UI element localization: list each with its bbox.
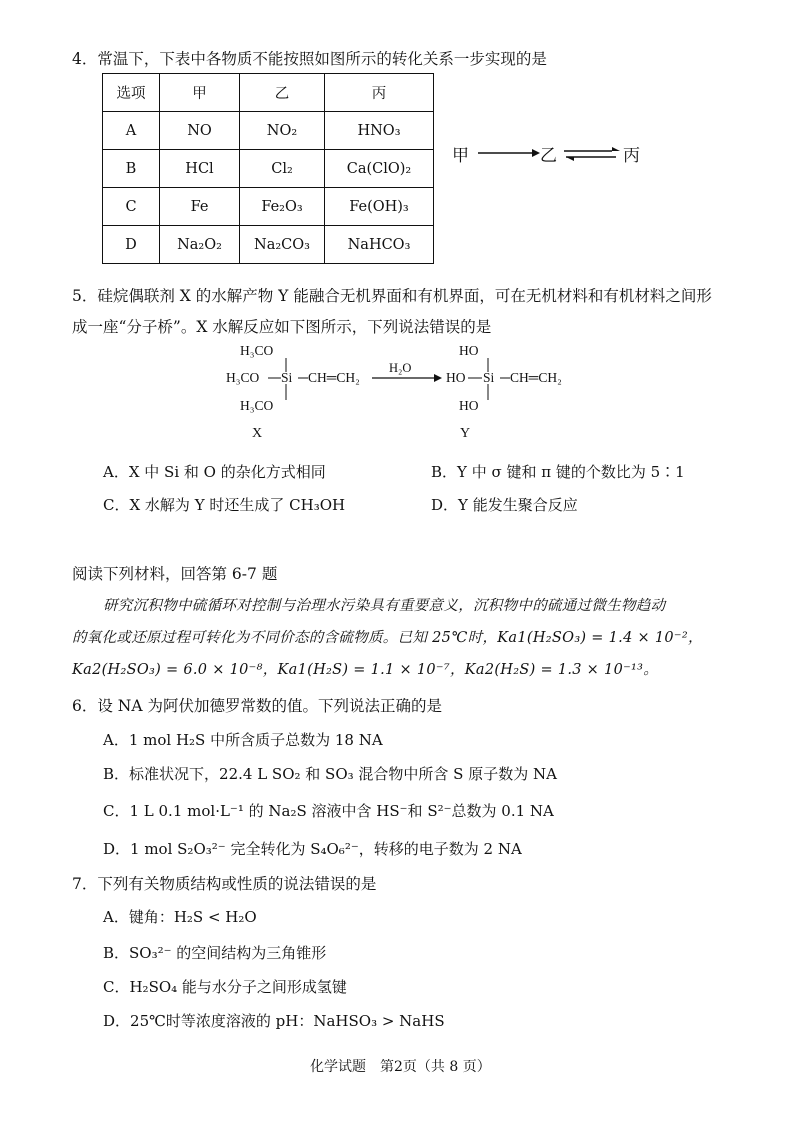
- q5-option-a: A．X 中 Si 和 O 的杂化方式相同: [103, 463, 326, 481]
- y-bonds: [460, 356, 520, 406]
- x-vinyl-chain: CH═CH₂: [308, 370, 360, 385]
- table-cell: B: [103, 150, 160, 188]
- table-cell: Na₂CO₃: [240, 226, 325, 264]
- q4-stem: 4．常温下，下表中各物质不能按照如图所示的转化关系一步实现的是: [72, 50, 547, 68]
- y-bottom-group: HO: [459, 398, 479, 413]
- y-label: Y: [460, 426, 471, 441]
- table-cell: D: [103, 226, 160, 264]
- q7-option-d: D．25℃时等浓度溶液的 pH：NaHSO₃ > NaHS: [103, 1012, 445, 1030]
- table-cell: NaHCO₃: [325, 226, 434, 264]
- table-cell: NO: [160, 112, 240, 150]
- q5-option-d: D．Y 能发生聚合反应: [431, 496, 578, 514]
- table-row: [103, 226, 434, 264]
- table-cell: Ca(ClO)₂: [325, 150, 434, 188]
- q5-stem-line2: 成一座“分子桥”。X 水解反应如下图所示，下列说法错误的是: [72, 318, 492, 336]
- page-footer: 化学试题 第2页（共 8 页）: [310, 1059, 491, 1075]
- x-label: X: [252, 426, 263, 441]
- q6-option-c: C．1 L 0.1 mol·L⁻¹ 的 Na₂S 溶液中含 HS⁻和 S²⁻总数为 0.1 NA: [103, 802, 554, 820]
- table-cell: C: [103, 188, 160, 226]
- material-heading: 阅读下列材料，回答第 6-7 题: [72, 565, 278, 583]
- q7-option-a: A．键角：H₂S < H₂O: [103, 908, 257, 926]
- q6-option-b: B．标准状况下，22.4 L SO₂ 和 SO₃ 混合物中所含 S 原子数为 NA: [103, 765, 557, 783]
- q6-option-a: A．1 mol H₂S 中所含质子总数为 18 NA: [103, 731, 383, 749]
- table-cell: Na₂O₂: [160, 226, 240, 264]
- x-top-group: H₃CO: [240, 343, 274, 358]
- table-row: [103, 188, 434, 226]
- q7-option-c: C．H₂SO₄ 能与水分子之间形成氢键: [103, 978, 347, 996]
- q5-stem-line1: 5．硅烷偶联剂 X 的水解产物 Y 能融合无机界面和有机界面，可在无机材料和有机材料之间形: [72, 287, 712, 305]
- q4-table: [102, 73, 434, 264]
- y-vinyl-chain: CH═CH₂: [510, 370, 562, 385]
- y-top-group: HO: [459, 343, 479, 358]
- q5-option-b: B．Y 中 σ 键和 π 键的个数比为 5∶1: [431, 463, 685, 481]
- table-row: [103, 112, 434, 150]
- x-bonds: [260, 356, 320, 406]
- x-left-group: H₃CO: [226, 370, 260, 385]
- table-header-cell: 丙: [325, 74, 434, 112]
- material-line1: 研究沉积物中硫循环对控制与治理水污染具有重要意义，沉积物中的硫通过微生物趋动: [103, 598, 666, 614]
- q6-option-d: D．1 mol S₂O₃²⁻ 完全转化为 S₄O₆²⁻，转移的电子数为 2 NA: [103, 840, 522, 858]
- x-bottom-group: H₃CO: [240, 398, 274, 413]
- table-header-cell: 乙: [240, 74, 325, 112]
- x-si-atom: Si: [281, 370, 293, 385]
- arrow-label: H₂O: [389, 361, 412, 375]
- table-cell: Fe₂O₃: [240, 188, 325, 226]
- table-header-cell: 甲: [160, 74, 240, 112]
- table-cell: Fe: [160, 188, 240, 226]
- table-header-row: [103, 74, 434, 112]
- table-row: [103, 150, 434, 188]
- scheme-c: 丙: [623, 146, 640, 166]
- q7-stem: 7．下列有关物质结构或性质的说法错误的是: [72, 875, 377, 893]
- q5-option-c: C．X 水解为 Y 时还生成了 CH₃OH: [103, 496, 346, 514]
- table-header-cell: 选项: [103, 74, 160, 112]
- scheme-a: 甲: [452, 146, 469, 166]
- table-cell: Fe(OH)₃: [325, 188, 434, 226]
- material-line2: 的氧化或还原过程可转化为不同价态的含硫物质。已知 25℃时，Ka1(H₂SO₃) = 1.4 × 10⁻²，: [72, 630, 703, 646]
- q7-option-b: B．SO₃²⁻ 的空间结构为三角锥形: [103, 944, 327, 962]
- material-line3: Ka2(H₂SO₃) = 6.0 × 10⁻⁸，Ka1(H₂S) = 1.1 × 10⁻⁷，Ka2(H₂S) = 1.3 × 10⁻¹³。: [72, 662, 659, 678]
- table-cell: NO₂: [240, 112, 325, 150]
- y-left-group: HO: [446, 370, 466, 385]
- scheme-b: 乙: [540, 146, 557, 166]
- q6-stem: 6．设 NA 为阿伏加德罗常数的值。下列说法正确的是: [72, 697, 442, 715]
- table-cell: Cl₂: [240, 150, 325, 188]
- table-cell: A: [103, 112, 160, 150]
- table-cell: HCl: [160, 150, 240, 188]
- reaction-arrow: [370, 372, 446, 384]
- y-si-atom: Si: [483, 370, 495, 385]
- table-cell: HNO₃: [325, 112, 434, 150]
